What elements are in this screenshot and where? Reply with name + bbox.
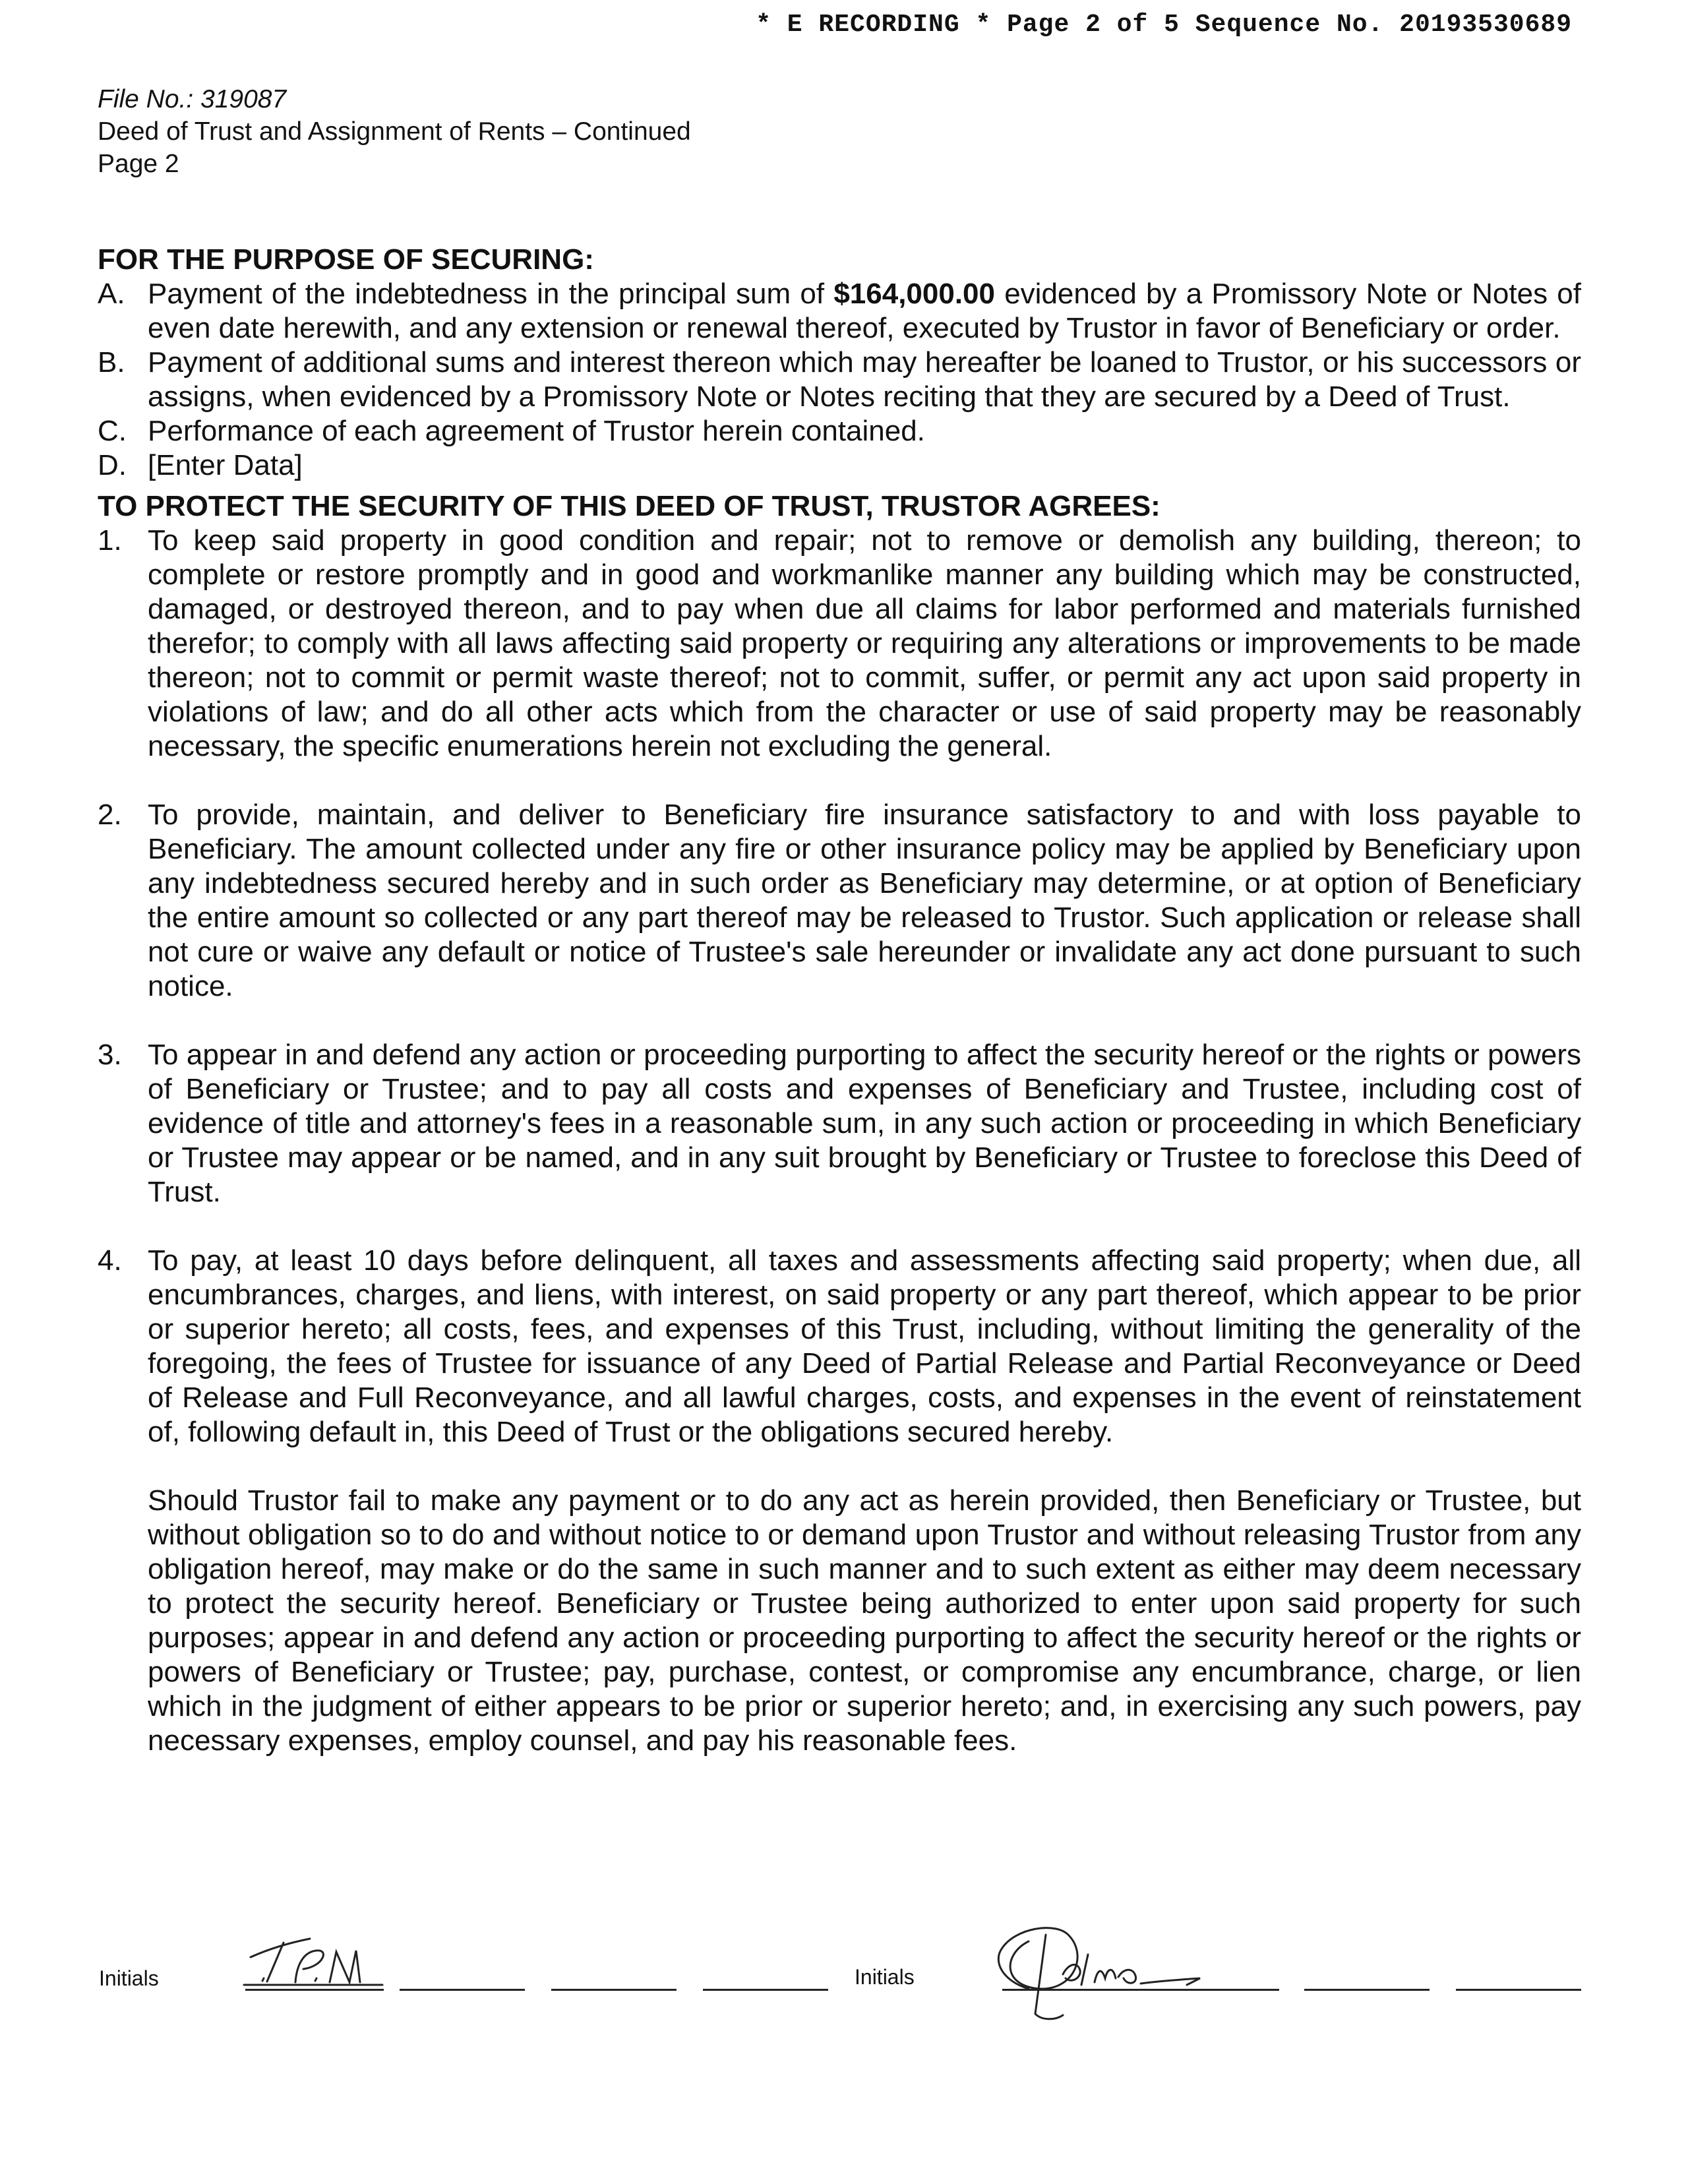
securing-item-d [98, 448, 1581, 483]
item-text: To keep said property in good condition and repair; not to remove or demolish any building, thereon; to complete or restore promptly and in good and workmanlike manner any building which may be constructed, damaged, or destroyed thereon, and to pay when due all claims for labor performed and materials furnished therefor; to comply with all laws affecting said property or requiring any alterations or improvements to be made thereon; not to commit or permit waste thereof; not to commit, suffer, or permit any act upon said property in violations of law; and do all other acts which from the character or use of said property may be reasonably necessary, the specific enumerations herein not excluding the general. [148, 524, 1581, 762]
initials-line-left-2 [400, 1989, 525, 1991]
file-info-block [98, 83, 691, 180]
protect-item-1 [98, 524, 1581, 764]
item-text: To pay, at least 10 days before delinquent, all taxes and assessments affecting said property; when due, all encumbrances, charges, and liens, with interest, on said property or any part thereof, which appear to be prior or superior hereto; all costs, fees, and expenses of this Trust, including, without limiting the generality of the foregoing, the fees of Trustee for issuance of any Deed of Partial Release and Partial Reconveyance or Deed of Release and Full Reconveyance, and all lawful charges, costs, and expenses in the event of reinstatement of, following default in, this Deed of Trust or the obligations secured hereby. [148, 1244, 1581, 1448]
item-marker: A. [98, 278, 125, 310]
protect-item-3 [98, 1038, 1581, 1209]
recording-header: * E RECORDING * Page 2 of 5 Sequence No. 20193530689 [756, 11, 1572, 39]
initials-label-right: Initials [855, 1965, 915, 1989]
initials-line-left-4 [703, 1989, 828, 1991]
initials-line-left-1 [245, 1989, 384, 1991]
initials-row [0, 1926, 1688, 2057]
securing-list [98, 277, 1581, 483]
item-text: To provide, maintain, and deliver to Beneficiary fire insurance satisfactory to and with loss payable to Beneficiary. The amount collected under any fire or other insurance policy may be applied by Beneficiary upon any indebtedness secured hereby and in such order as Beneficiary may determine, or at option of Beneficiary the entire amount so collected or any part thereof may be released to Trustor. Such application or release shall not cure or waive any default or notice of Trustee's sale hereunder or invalidate any act done pursuant to such notice. [148, 799, 1581, 1002]
initials-line-left-3 [551, 1989, 677, 1991]
document-body [98, 243, 1581, 1792]
item-marker: 4. [98, 1244, 122, 1277]
initials-line-right-1 [1002, 1989, 1279, 1991]
principal-amount: $164,000.00 [833, 278, 995, 310]
initials-label-left: Initials [99, 1966, 159, 1990]
protect-item-2 [98, 798, 1581, 1004]
item-text-pre: Payment of the indebtedness in the principal sum of [148, 278, 834, 310]
protect-heading: TO PROTECT THE SECURITY OF THIS DEED OF TRUST, TRUSTOR AGREES: [98, 490, 1160, 522]
item-4-subparagraph: Should Trustor fail to make any payment or to do any act as herein provided, then Beneficiary or Trustee, but without obligation so to do and without notice to or demand upon Trustor and without releasing Trustor from any obligation hereof, may make or do the same in such manner and to such extent as either may deem necessary to protect the security hereof. Beneficiary or Trustee being authorized to enter upon said property for such purposes; appear in and defend any action or proceeding purporting to affect the security hereof or the rights or powers of Beneficiary or Trustee; pay, purchase, contest, or compromise any encumbrance, charge, or lien which in the judgment of either appears to be prior or superior hereto; and, in exercising any such powers, pay necessary expenses, employ counsel, and pay his reasonable fees. [148, 1484, 1581, 1757]
document-title: Deed of Trust and Assignment of Rents – Continued [98, 117, 691, 146]
item-marker: C. [98, 415, 127, 447]
securing-item-a [98, 277, 1581, 346]
item-marker: 2. [98, 799, 122, 831]
item-marker: D. [98, 449, 127, 481]
file-number: File No.: 319087 [98, 85, 287, 113]
item-text: [Enter Data] [148, 449, 303, 481]
initials-line-right-3 [1456, 1989, 1581, 1991]
item-marker: 1. [98, 524, 122, 557]
left-initials-signature [237, 1926, 389, 1998]
securing-heading: FOR THE PURPOSE OF SECURING: [98, 243, 594, 276]
item-marker: B. [98, 346, 125, 379]
page-label: Page 2 [98, 150, 179, 178]
item-text-post: evidenced by a Promissory Note or Notes of even date herewith, and any extension or renewal thereof, executed by Trustor in favor of Beneficiary or order. [148, 278, 1581, 344]
item-marker: 3. [98, 1039, 122, 1071]
protect-item-4 [98, 1244, 1581, 1758]
item-text: Performance of each agreement of Trustor herein contained. [148, 415, 925, 447]
securing-item-b [98, 346, 1581, 414]
protect-list [98, 524, 1581, 1758]
initials-line-right-2 [1304, 1989, 1430, 1991]
securing-item-c [98, 414, 1581, 448]
item-text: Payment of additional sums and interest thereon which may hereafter be loaned to Trustor, or his successors or assigns, when evidenced by a Promissory Note or Notes reciting that they are secured by a Deed of Trust. [148, 346, 1581, 413]
right-initials-signature [989, 1915, 1259, 2027]
item-text: To appear in and defend any action or proceeding purporting to affect the security hereof or the rights or powers of Beneficiary or Trustee; and to pay all costs and expenses of Beneficiary and Trustee, including cost of evidence of title and attorney's fees in a reasonable sum, in any such action or proceeding in which Beneficiary or Trustee may appear or be named, and in any suit brought by Beneficiary or Trustee to foreclose this Deed of Trust. [148, 1039, 1581, 1208]
